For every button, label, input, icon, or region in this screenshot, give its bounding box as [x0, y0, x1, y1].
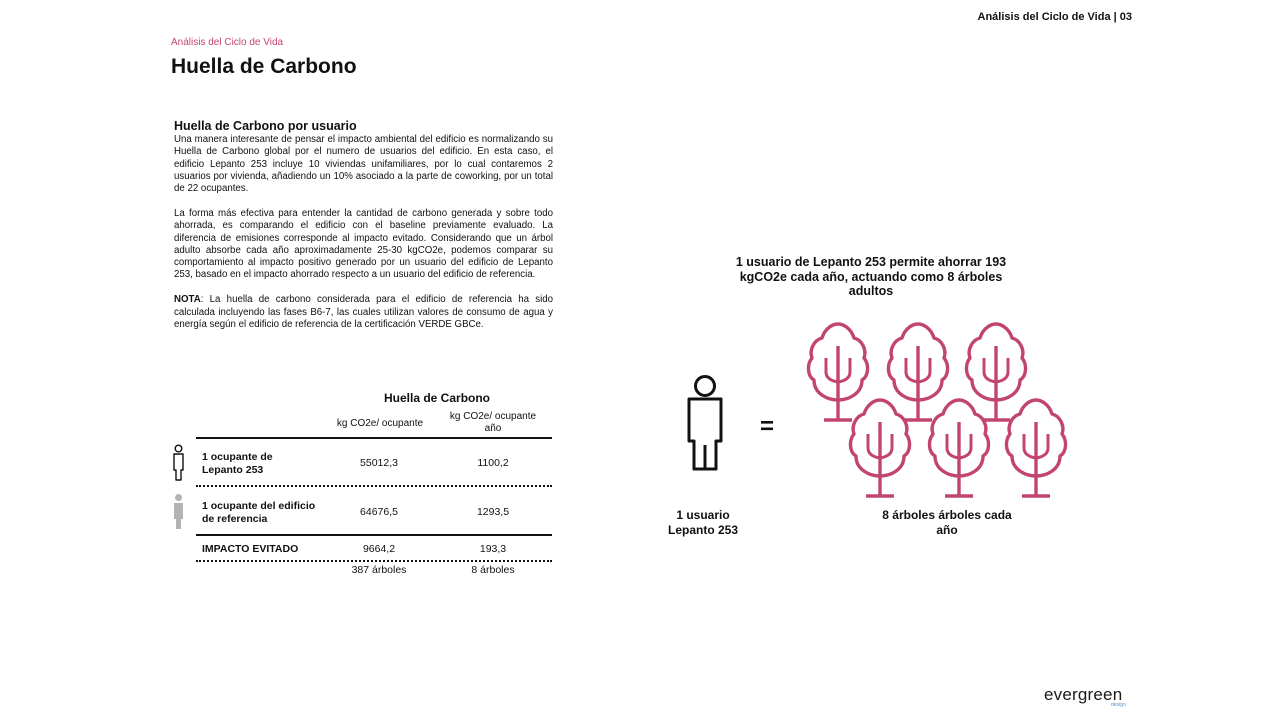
- cell-lepanto-year: 1100,2: [477, 457, 509, 469]
- table-rule-dotted: [196, 485, 552, 487]
- person-outline-icon: [171, 444, 186, 482]
- equals-sign: =: [760, 413, 775, 440]
- column-header-yearly: kg CO2e/ ocupante año: [449, 411, 537, 434]
- header-section-ref: Análisis del Ciclo de Vida | 03: [977, 11, 1132, 23]
- caption-user: 1 usuario Lepanto 253: [667, 508, 739, 537]
- paragraph-1: Una manera interesante de pensar el impacto ambiental del edificio es normalizando su Huella de Carbono global por el numero de usuarios del edificio. En esta caso, el edificio Lepanto 253 incluye 10 viviendas unifamiliares, por lo cual contaremos 2 usuarios por vivienda, añadiendo un 10% asociado a la parte de coworking, por un total de 22 ocupantes.: [174, 134, 553, 195]
- tree-icon: [1006, 400, 1065, 496]
- logo-subtext: design: [1111, 702, 1126, 708]
- paragraph-2: La forma más efectiva para entender la cantidad de carbono generada y sobre todo ahorrada, es comparando el edificio con el baseline previamente evaluado. La diferencia de emisiones corresponde al impacto evitado. Considerando que un árbol adulto absorbe cada año aproximadamente 25-30 kgCO2e, podemos comparar su comportamiento al impacto positivo generado por un usuario del edificio de Lepanto 253, basado en el impacto ahorrado respecto a un usuario del edificio de referencia.: [174, 207, 553, 281]
- person-large-icon: [684, 373, 726, 473]
- table-rule-mid: [196, 534, 552, 536]
- tree-icon: [808, 324, 867, 420]
- body-subheading: Huella de Carbono por usuario: [174, 119, 357, 133]
- table-title: Huella de Carbono: [384, 391, 491, 405]
- row-label-reference: 1 ocupante del edificio de referencia: [202, 500, 316, 525]
- cell-reference-year: 1293,5: [476, 506, 510, 518]
- cell-impact-year: 193,3: [479, 543, 507, 555]
- evergreen-logo: evergreen: [1044, 685, 1123, 704]
- section-kicker: Análisis del Ciclo de Vida: [171, 37, 284, 48]
- person-grey-icon: [171, 493, 186, 531]
- body-text: [174, 119, 553, 331]
- nota-label: NOTA: [174, 294, 201, 306]
- page-title: Huella de Carbono: [171, 55, 357, 78]
- tree-icon: [929, 400, 988, 496]
- cell-trees-year: 8 árboles: [471, 564, 515, 576]
- tree-icon: [966, 324, 1025, 420]
- row-label-lepanto: 1 ocupante de Lepanto 253: [202, 451, 273, 476]
- table-rule-bottom: [196, 560, 552, 562]
- tree-group: [800, 318, 1076, 500]
- cell-trees-total: 387 árboles: [351, 564, 407, 576]
- nota-paragraph: [174, 294, 553, 331]
- tree-icon: [888, 324, 947, 420]
- caption-trees: 8 árboles árboles cada año: [882, 508, 1012, 537]
- column-header-total: kg CO2e/ ocupante: [336, 418, 424, 429]
- row-label-impact: IMPACTO EVITADO: [202, 543, 299, 555]
- table-rule-top: [196, 437, 552, 439]
- cell-reference-total: 64676,5: [360, 506, 398, 518]
- nota-text: : La huella de carbono considerada para el edificio de referencia ha sido calculada incluyendo las fases B6-7, las cuales utilizan valores de consumo de agua y energía según el edificio de referencia de la certificación VERDE GBCe.: [174, 294, 553, 330]
- infographic-callout: 1 usuario de Lepanto 253 permite ahorrar 193 kgCO2e cada año, actuando como 8 árboles adultos: [735, 255, 1007, 298]
- tree-icon: [850, 400, 909, 496]
- cell-lepanto-total: 55012,3: [360, 457, 398, 469]
- cell-impact-total: 9664,2: [362, 543, 396, 555]
